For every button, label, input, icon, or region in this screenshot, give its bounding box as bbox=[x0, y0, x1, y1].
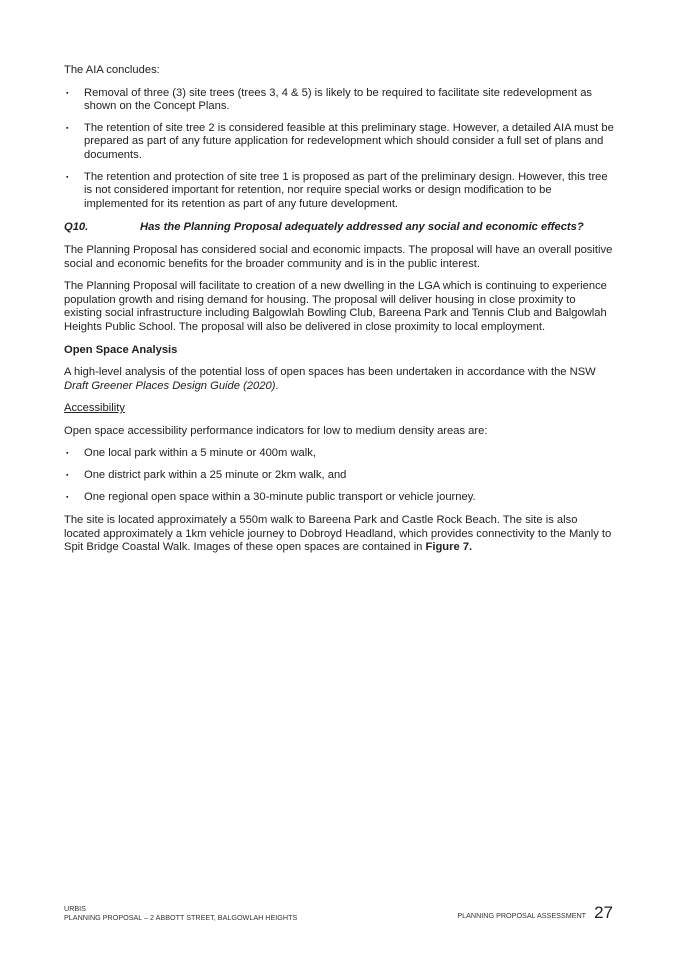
indicators-list bbox=[64, 447, 614, 504]
social-economic-paragraph: The Planning Proposal has considered social and economic impacts. The proposal will have an overall positive social and economic benefits for the broader community and is in the public interest. bbox=[64, 243, 613, 270]
aia-intro: The AIA concludes: bbox=[64, 64, 160, 76]
site-location-paragraph bbox=[64, 514, 614, 555]
open-space-heading: Open Space Analysis bbox=[64, 343, 178, 356]
list-item bbox=[64, 447, 614, 461]
bullet-icon: ▪ bbox=[66, 173, 69, 181]
question-text: Has the Planning Proposal adequately addressed any social and economic effects? bbox=[140, 221, 584, 234]
bullet-icon: ▪ bbox=[66, 450, 69, 458]
dwelling-paragraph: The Planning Proposal will facilitate to creation of a new dwelling in the LGA which is continuing to experience population growth and rising demand for housing. The proposal will deliver housing in close proximity to existing social infrastructure including Balgowlah Bowling Club, Bareena Park and Tennis Club and Balgowlah Heights Public School. The proposal will also be delivered in close proximity to local employment. bbox=[64, 280, 607, 333]
list-item bbox=[64, 171, 614, 212]
design-guide-title: Draft Greener Places Design Guide (2020) bbox=[64, 379, 276, 392]
footer-section-title: PLANNING PROPOSAL ASSESSMENT bbox=[457, 911, 587, 920]
footer-left bbox=[64, 904, 297, 922]
open-space-paragraph bbox=[64, 366, 614, 393]
accessibility-heading: Accessibility bbox=[64, 402, 125, 415]
bullet-icon: ▪ bbox=[66, 124, 69, 132]
bullet-icon: ▪ bbox=[66, 493, 69, 501]
open-space-text-end: . bbox=[275, 379, 279, 392]
list-item bbox=[64, 491, 614, 505]
list-item-text: The retention and protection of site tree 1 is proposed as part of the preliminary design. However, this tree is not considered important for retention, nor require special works or design modification to be implemented for its retention as part of any future development. bbox=[84, 170, 608, 210]
page-number: 27 bbox=[594, 903, 613, 922]
site-location-text: The site is located approximately a 550m walk to Bareena Park and Castle Rock Beach. The site is also located approximately a 1km vehicle journey to Dobroyd Headland, which provides connectivity to the Manly to Spit Bridge Coastal Walk. Images of these open spaces are contained in bbox=[64, 514, 612, 554]
bullet-icon: ▪ bbox=[66, 472, 69, 480]
question-heading bbox=[64, 221, 614, 235]
aia-conclusions-list bbox=[64, 87, 614, 212]
footer-right bbox=[457, 904, 613, 921]
document-body bbox=[64, 64, 614, 564]
list-item-text: One local park within a 5 minute or 400m walk, bbox=[84, 447, 316, 460]
footer-org: URBIS bbox=[64, 904, 86, 913]
footer-document-title: PLANNING PROPOSAL – 2 ABBOTT STREET, BALGOWLAH HEIGHTS bbox=[64, 913, 298, 922]
list-item bbox=[64, 87, 614, 114]
question-number: Q10. bbox=[64, 221, 89, 234]
bullet-icon: ▪ bbox=[66, 89, 69, 97]
indicators-paragraph: Open space accessibility performance indicators for low to medium density areas are: bbox=[64, 424, 488, 437]
list-item-text: The retention of site tree 2 is considered feasible at this preliminary stage. However, a detailed AIA must be prepared as part of any future application for redevelopment which should consider a full set of plans and documents. bbox=[84, 121, 614, 161]
list-item bbox=[64, 469, 614, 483]
list-item-text: One district park within a 25 minute or 2km walk, and bbox=[84, 469, 347, 482]
list-item-text: One regional open space within a 30-minute public transport or vehicle journey. bbox=[84, 490, 476, 503]
figure-reference: Figure 7. bbox=[425, 541, 473, 554]
open-space-text: A high-level analysis of the potential loss of open spaces has been undertaken in accordance with the NSW bbox=[64, 366, 596, 379]
list-item bbox=[64, 122, 614, 163]
list-item-text: Removal of three (3) site trees (trees 3, 4 & 5) is likely to be required to facilitate site redevelopment as shown on the Concept Plans. bbox=[84, 86, 593, 113]
